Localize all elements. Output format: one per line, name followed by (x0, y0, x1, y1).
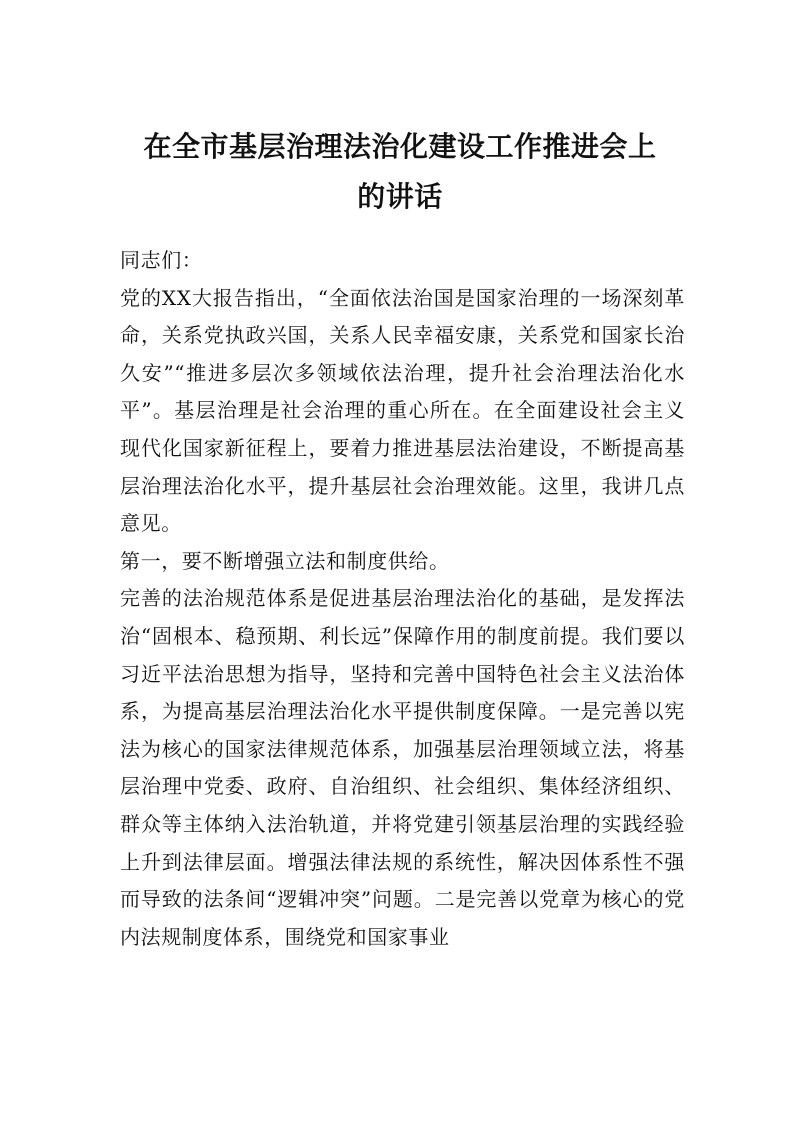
paragraph-intro: 党的XX大报告指出，“全面依法治国是国家治理的一场深刻革命，关系党执政兴国，关系人民幸福安康，关系党和国家长治久安”“推进多层次多领域依法治理，提升社会治理法治化水平”。基层治理是社会治理的重心所在。在全面建设社会主义现代化国家新征程上，要着力推进基层法治建设，不断提高基层治理法治化水平，提升基层社会治理效能。这里，我讲几点意见。 (120, 285, 685, 536)
section-heading-first: 第一，要不断增强立法和制度供给。 (120, 548, 450, 573)
title-line-1: 在全市基层治理法治化建设工作推进会上 (143, 130, 657, 163)
paragraph-first-section: 完善的法治规范体系是促进基层治理法治化的基础，是发挥法治“固根本、稳预期、利长远”保障作用的制度前提。我们要以习近平法治思想为指导，坚持和完善中国特色社会主义法治体系，为提高基层治理法治化水平提供制度保障。一是完善以宪法为核心的国家法律规范体系，加强基层治理领域立法，将基层治理中党委、政府、自治组织、社会组织、集体经济组织、群众等主体纳入法治轨道，并将党建引领基层治理的实践经验上升到法律层面。增强法律法规的系统性，解决因体系性不强而导致的法条间“逻辑冲突”问题。二是完善以党章为核心的党内法规制度体系，围绕党和国家事业 (120, 586, 685, 949)
title-line-2: 的讲话 (357, 180, 443, 213)
document-title (100, 122, 700, 222)
document-body (120, 242, 685, 956)
salutation: 同志们： (120, 248, 203, 272)
